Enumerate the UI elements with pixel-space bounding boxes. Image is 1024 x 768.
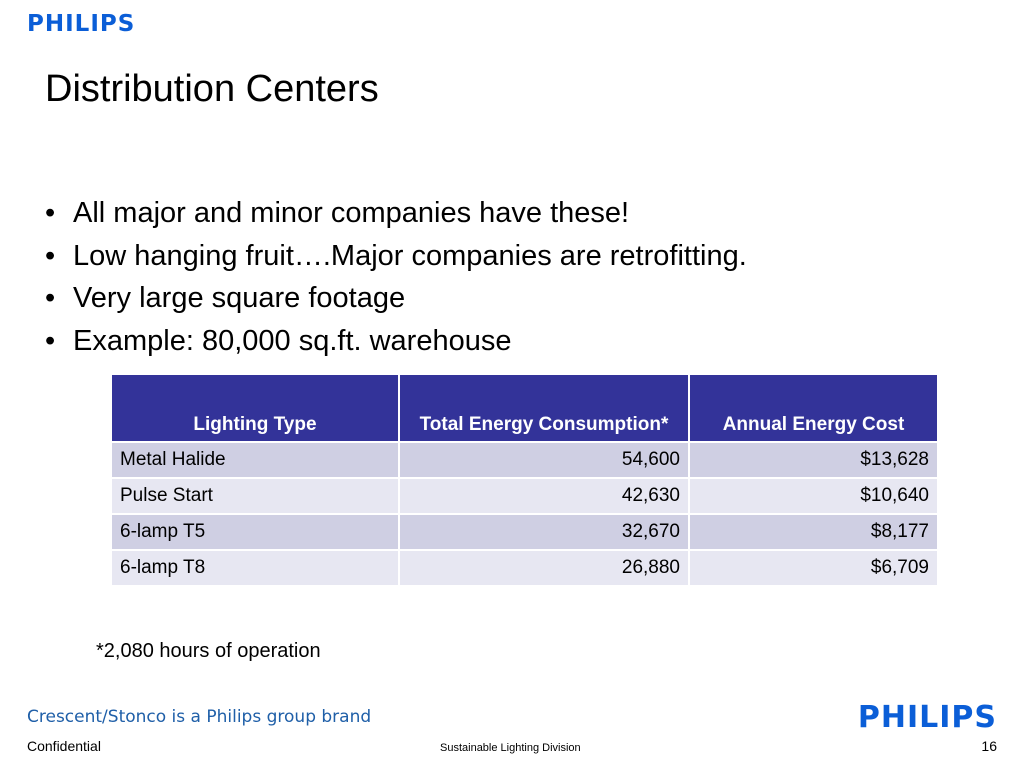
table-row [111, 514, 938, 550]
cell-lighting-type: Pulse Start [111, 478, 399, 514]
header-annual-cost: Annual Energy Cost [689, 374, 938, 442]
cell-annual-cost: $6,709 [689, 550, 938, 586]
table-header-row [111, 374, 938, 442]
cell-energy-consumption: 26,880 [399, 550, 689, 586]
philips-logo-footer: PHILIPS [857, 700, 997, 735]
bullet-list [45, 192, 747, 362]
cell-energy-consumption: 42,630 [399, 478, 689, 514]
table-row [111, 442, 938, 478]
cell-annual-cost: $8,177 [689, 514, 938, 550]
cell-energy-consumption: 32,670 [399, 514, 689, 550]
header-lighting-type: Lighting Type [111, 374, 399, 442]
cell-lighting-type: Metal Halide [111, 442, 399, 478]
cell-lighting-type: 6-lamp T5 [111, 514, 399, 550]
bullet-item: • Very large square footage [45, 277, 747, 320]
brand-tagline: Crescent/Stonco is a Philips group brand [27, 707, 372, 727]
page-number: 16 [981, 738, 997, 754]
table-row [111, 550, 938, 586]
energy-table [110, 373, 939, 587]
table-row [111, 478, 938, 514]
footnote: *2,080 hours of operation [96, 640, 321, 662]
philips-logo: PHILIPS [27, 11, 136, 37]
bullet-item: • Low hanging fruit….Major companies are retrofitting. [45, 235, 747, 278]
cell-annual-cost: $10,640 [689, 478, 938, 514]
bullet-item: • Example: 80,000 sq.ft. warehouse [45, 320, 747, 363]
confidential-label: Confidential [27, 738, 101, 754]
division-label: Sustainable Lighting Division [440, 742, 581, 754]
cell-energy-consumption: 54,600 [399, 442, 689, 478]
cell-lighting-type: 6-lamp T8 [111, 550, 399, 586]
bullet-item: • All major and minor companies have these! [45, 192, 747, 235]
header-energy-consumption: Total Energy Consumption* [399, 374, 689, 442]
cell-annual-cost: $13,628 [689, 442, 938, 478]
page-title: Distribution Centers [45, 68, 379, 110]
